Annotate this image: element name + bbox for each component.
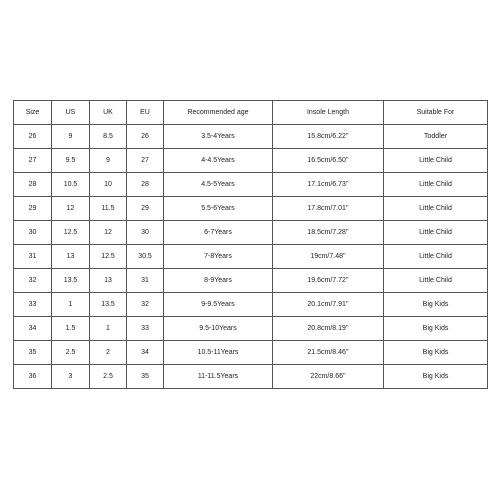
cell-size: 36 [14,365,52,389]
table-row [14,269,488,293]
cell-us: 9.5 [52,149,90,173]
cell-us: 12 [52,197,90,221]
cell-suitable-for: Little Child [384,245,488,269]
cell-recommended-age: 5.5-6Years [164,197,273,221]
cell-suitable-for: Big Kids [384,293,488,317]
cell-insole-length: 18.5cm/7.28'' [273,221,384,245]
cell-recommended-age: 10.5-11Years [164,341,273,365]
cell-suitable-for: Little Child [384,197,488,221]
cell-insole-length: 20.8cm/8.19'' [273,317,384,341]
cell-size: 32 [14,269,52,293]
cell-uk: 11.5 [90,197,127,221]
header-size: Size [14,101,52,125]
cell-size: 26 [14,125,52,149]
cell-size: 34 [14,317,52,341]
cell-us: 1.5 [52,317,90,341]
cell-suitable-for: Big Kids [384,365,488,389]
cell-insole-length: 21.5cm/8.46'' [273,341,384,365]
cell-uk: 2.5 [90,365,127,389]
header-us: US [52,101,90,125]
header-recommended-age: Recommended age [164,101,273,125]
cell-suitable-for: Little Child [384,149,488,173]
cell-size: 30 [14,221,52,245]
cell-us: 9 [52,125,90,149]
cell-size: 27 [14,149,52,173]
cell-suitable-for: Little Child [384,173,488,197]
cell-uk: 10 [90,173,127,197]
cell-us: 3 [52,365,90,389]
cell-eu: 26 [127,125,164,149]
cell-uk: 13.5 [90,293,127,317]
cell-eu: 34 [127,341,164,365]
cell-recommended-age: 9-9.5Years [164,293,273,317]
cell-recommended-age: 8-9Years [164,269,273,293]
cell-insole-length: 17.1cm/6.73'' [273,173,384,197]
table-row [14,221,488,245]
cell-us: 12.5 [52,221,90,245]
cell-eu: 30.5 [127,245,164,269]
cell-us: 13.5 [52,269,90,293]
cell-uk: 2 [90,341,127,365]
cell-recommended-age: 11-11.5Years [164,365,273,389]
cell-recommended-age: 4-4.5Years [164,149,273,173]
cell-eu: 28 [127,173,164,197]
cell-eu: 35 [127,365,164,389]
cell-size: 33 [14,293,52,317]
cell-us: 2.5 [52,341,90,365]
cell-suitable-for: Big Kids [384,317,488,341]
table-row [14,365,488,389]
table-row [14,197,488,221]
cell-us: 13 [52,245,90,269]
cell-eu: 30 [127,221,164,245]
cell-us: 1 [52,293,90,317]
cell-eu: 29 [127,197,164,221]
cell-size: 31 [14,245,52,269]
cell-insole-length: 22cm/8.66'' [273,365,384,389]
table-row [14,317,488,341]
cell-recommended-age: 7-8Years [164,245,273,269]
cell-uk: 9 [90,149,127,173]
cell-eu: 32 [127,293,164,317]
cell-uk: 12.5 [90,245,127,269]
table-row [14,245,488,269]
table-row [14,125,488,149]
cell-size: 28 [14,173,52,197]
table-row [14,149,488,173]
cell-insole-length: 17.8cm/7.01'' [273,197,384,221]
cell-size: 29 [14,197,52,221]
cell-uk: 13 [90,269,127,293]
cell-recommended-age: 6-7Years [164,221,273,245]
cell-suitable-for: Big Kids [384,341,488,365]
header-insole-length: Insole Length [273,101,384,125]
header-uk: UK [90,101,127,125]
header-suitable-for: Suitable For [384,101,488,125]
cell-uk: 12 [90,221,127,245]
table-row [14,293,488,317]
cell-insole-length: 15.8cm/6.22'' [273,125,384,149]
cell-suitable-for: Little Child [384,221,488,245]
cell-eu: 27 [127,149,164,173]
cell-insole-length: 19.6cm/7.72'' [273,269,384,293]
cell-eu: 33 [127,317,164,341]
table-header-row [14,101,488,125]
cell-uk: 8.5 [90,125,127,149]
table-row [14,173,488,197]
cell-recommended-age: 4.5-5Years [164,173,273,197]
cell-suitable-for: Little Child [384,269,488,293]
table-row [14,341,488,365]
cell-recommended-age: 9.5-10Years [164,317,273,341]
cell-us: 10.5 [52,173,90,197]
size-chart-table [13,100,488,389]
cell-uk: 1 [90,317,127,341]
cell-recommended-age: 3.5-4Years [164,125,273,149]
cell-insole-length: 19cm/7.48'' [273,245,384,269]
cell-insole-length: 16.5cm/6.50'' [273,149,384,173]
header-eu: EU [127,101,164,125]
cell-suitable-for: Toddler [384,125,488,149]
cell-insole-length: 20.1cm/7.91'' [273,293,384,317]
cell-eu: 31 [127,269,164,293]
cell-size: 35 [14,341,52,365]
